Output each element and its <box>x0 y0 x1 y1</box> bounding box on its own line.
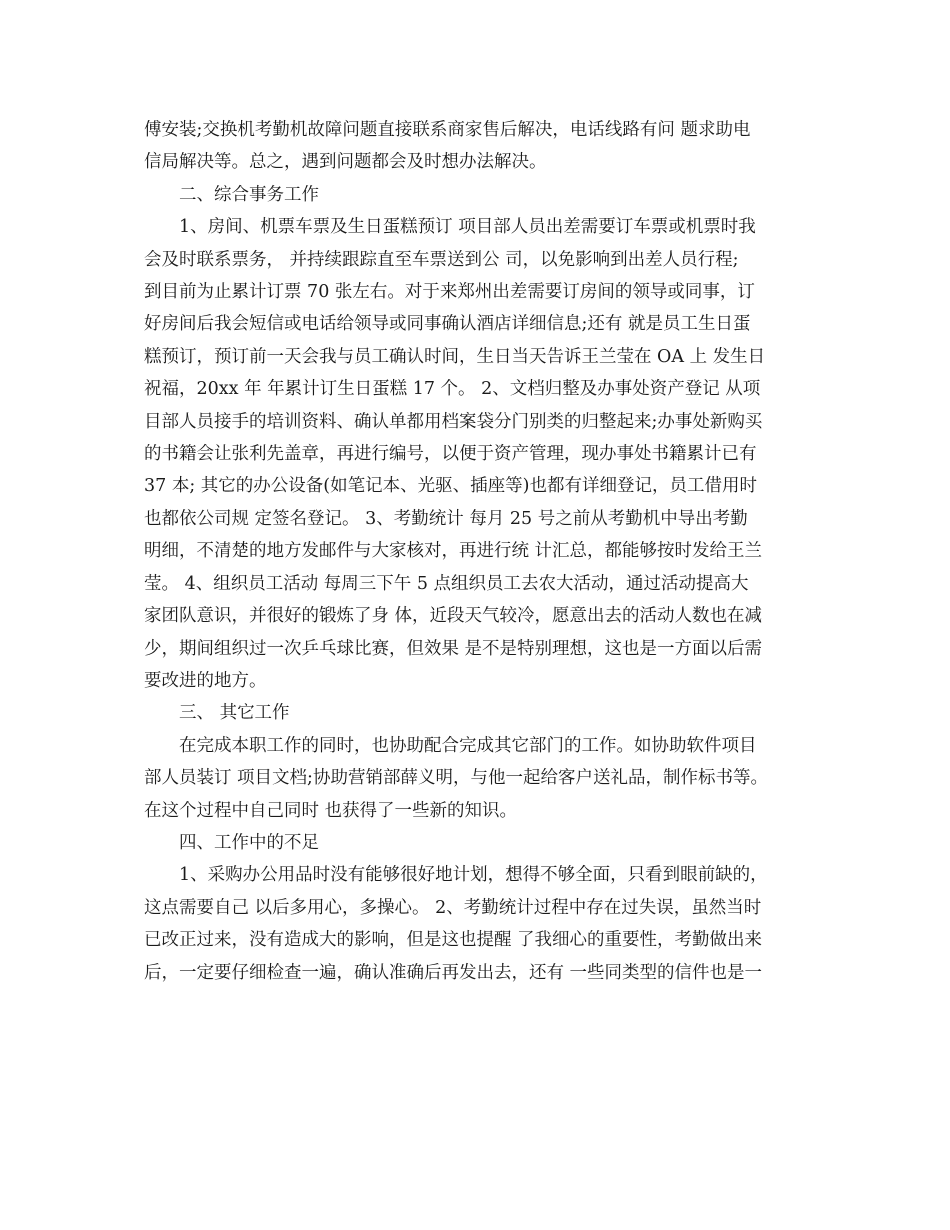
body-line: 也都依公司规 定签名登记。 3、考勤统计 每月 25 号之前从考勤机中导出考勤 <box>144 508 748 529</box>
body-line: 祝福，20xx 年 年累计订生日蛋糕 17 个。 2、文档归整及办事处资产登记 从项 <box>144 379 761 400</box>
body-line: 好房间后我会短信或电话给领导或同事确认酒店详细信息;还有 就是员工生日蛋 <box>144 314 751 335</box>
section-heading: 二、综合事务工作 <box>179 184 319 205</box>
body-line: 1、采购办公用品时没有能够很好地计划，想得不够全面，只看到眼前缺的， <box>179 865 768 886</box>
body-line: 37 本; 其它的办公设备(如笔记本、光驱、插座等)也都有详细登记，员工借用时 <box>144 476 757 497</box>
body-line: 莹。 4、组织员工活动 每周三下午 5 点组织员工去农大活动，通过活动提高大 <box>144 573 749 594</box>
body-line: 这点需要自己 以后多用心，多操心。 2、考勤统计过程中存在过失误，虽然当时 <box>144 897 762 918</box>
body-line: 在这个过程中自己同时 也获得了一些新的知识。 <box>144 800 518 821</box>
body-line: 目部人员接手的培训资料、确认单都用档案袋分门别类的归整起来;办事处新购买 <box>144 411 763 432</box>
body-line: 到目前为止累计订票 70 张左右。对于来郑州出差需要订房间的领导或同事，订 <box>144 282 755 303</box>
body-line: 在完成本职工作的同时，也协助配合完成其它部门的工作。如协助软件项目 <box>179 735 757 756</box>
body-line: 要改进的地方。 <box>144 670 267 691</box>
body-line: 的书籍会让张利先盖章，再进行编号，以便于资产管理，现办事处书籍累计已有 <box>144 444 757 465</box>
body-line: 傅安装;交换机考勤机故障问题直接联系商家售后解决，电话线路有问 题求助电 <box>144 120 751 140</box>
body-line: 部人员装订 项目文档;协助营销部薛义明，与他一起给客户送礼品，制作标书等。 <box>144 768 768 789</box>
document-body <box>144 114 810 989</box>
body-line: 后，一定要仔细检查一遍，确认准确后再发出去，还有 一些同类型的信件也是一 <box>144 962 763 983</box>
body-line: 家团队意识，并很好的锻炼了身 体，近段天气较冷，愿意出去的活动人数也在减 <box>144 606 763 627</box>
body-line: 明细，不清楚的地方发邮件与大家核对，再进行统 计汇总，都能够按时发给王兰 <box>144 541 763 562</box>
body-line: 糕预订，预订前一天会我与员工确认时间，生日当天告诉王兰莹在 OA 上 发生日 <box>144 346 766 367</box>
body-line: 已改正过来，没有造成大的影响，但是这也提醒 了我细心的重要性，考勤做出来 <box>144 930 763 951</box>
section-heading: 四、工作中的不足 <box>179 832 319 853</box>
body-line: 信局解决等。总之，遇到问题都会及时想办法解决。 <box>144 152 547 173</box>
body-line: 会及时联系票务， 并持续跟踪直至车票送到公 司，以免影响到出差人员行程; <box>144 249 739 270</box>
body-line: 1、房间、机票车票及生日蛋糕预订 项目部人员出差需要订车票或机票时我 <box>179 217 756 238</box>
section-heading: 三、 其它工作 <box>179 703 290 724</box>
body-line: 少，期间组织过一次乒乓球比赛，但效果 是不是特别理想，这也是一方面以后需 <box>144 638 763 659</box>
